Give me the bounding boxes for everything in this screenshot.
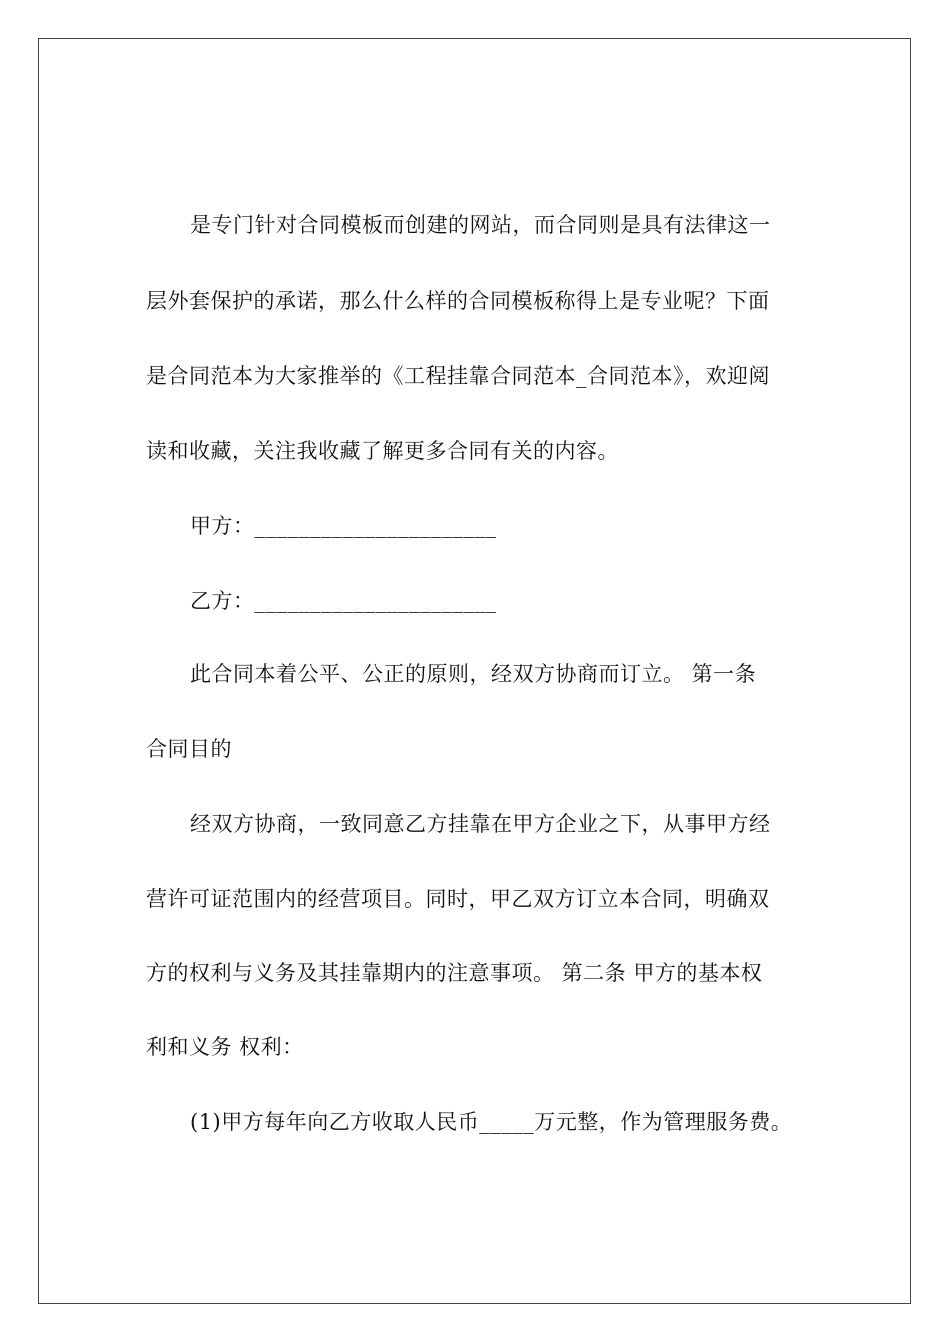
article-1-heading: 合同目的 <box>146 737 232 761</box>
principle-line: 此合同本着公平、公正的原则，经双方协商而订立。 第一条 <box>190 662 757 686</box>
paragraph-intro-line-1: 是专门针对合同模板而创建的网站，而合同则是具有法律这一 <box>190 213 771 237</box>
clause-1-fee: (1)甲方每年向乙方收取人民币_____万元整，作为管理服务费。 <box>190 1110 793 1134</box>
paragraph-intro-line-2: 层外套保护的承诺，那么什么样的合同模板称得上是专业呢？下面 <box>146 289 770 313</box>
article-1-line-2: 营许可证范围内的经营项目。同时，甲乙双方订立本合同，明确双 <box>146 887 770 911</box>
paragraph-intro-line-4: 读和收藏，关注我收藏了解更多合同有关的内容。 <box>146 439 619 463</box>
article-1-line-1: 经双方协商，一致同意乙方挂靠在甲方企业之下，从事甲方经 <box>190 812 771 836</box>
paragraph-intro-line-3: 是合同范本为大家推举的《工程挂靠合同范本_合同范本》，欢迎阅 <box>146 364 770 388</box>
article-2-rights-heading: 利和义务 权利： <box>146 1035 304 1059</box>
party-a-field: 甲方：______________________ <box>190 514 497 538</box>
party-b-field: 乙方：______________________ <box>190 589 497 613</box>
article-1-line-3: 方的权利与义务及其挂靠期内的注意事项。 第二条 甲方的基本权 <box>146 961 763 985</box>
